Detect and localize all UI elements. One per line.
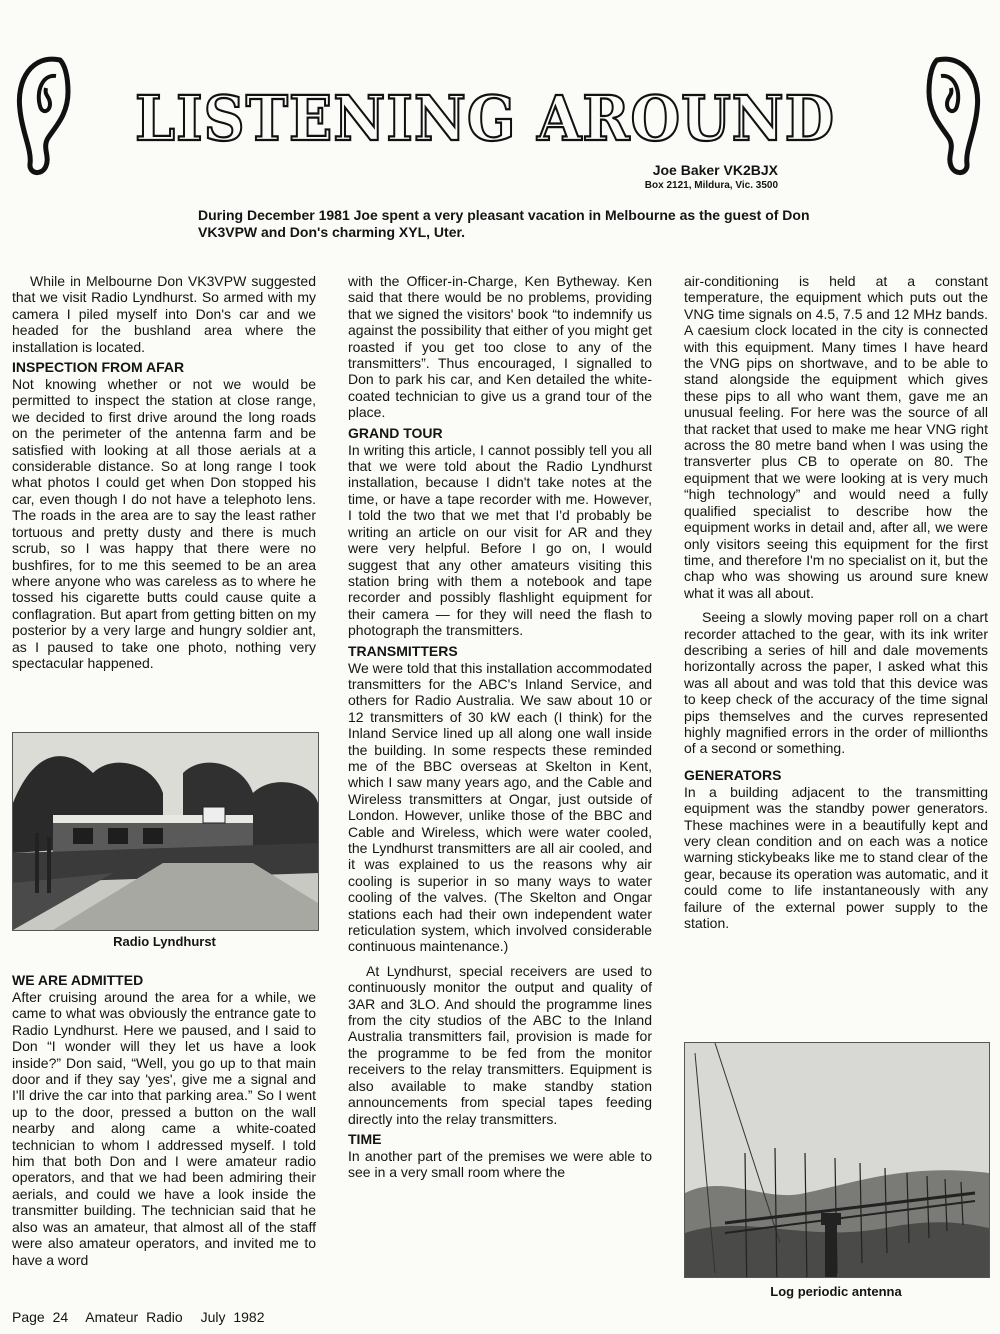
paragraph: In writing this article, I cannot possibly tell you all that we were told about the Radio Lyndhurst installation, because I didn't take notes at the time, or have a tape recorder with me. However, I told the two that we met that I'd probably be writing an article on our visit for AR and they were very helpful. Before I go on, I would suggest that any other amateurs visiting this station bring with them a notebook and tape recorder and possibly flashlight equipment for their camera — for they will need the flash to photograph the transmitters. bbox=[348, 441, 652, 639]
paragraph: At Lyndhurst, special receivers are used to continuously monitor the output and quality of 3AR and 3LO. And should the programme lines from the city studios of the ABC to the Inland Australia transmitters fail, provision is made for the programme to be fed from the monitor receivers to the relay transmitters. Equipment is also available to make standby station announcements from special tapes feeding directly into the relay transmitters. bbox=[348, 962, 652, 1127]
section-heading-grand-tour: GRAND TOUR bbox=[348, 424, 443, 441]
photo-caption-1: Radio Lyndhurst bbox=[113, 934, 216, 949]
photo-radio-lyndhurst bbox=[12, 732, 319, 931]
author-address: Box 2121, Mildura, Vic. 3500 bbox=[644, 180, 778, 191]
paragraph: Not knowing whether or not we would be permitted to inspect the station at close range, we decided to first drive around the long roads on the perimeter of the antenna farm and be satisfied with looking at all those aerials at a considerable distance. So at long range I took what photos I could get when Don stopped his car, even though I do not have a telephoto lens. The roads in the area are to say the least rather tortuous and pretty dusty and there is much scrub, so I was happy that there were no bushfires, for to me this seemed to be an area where anyone who was careless as to where he tossed his cigarette butts could cause quite a conflagration. But apart from getting bitten on my posterior by a very large and hungry soldier ant, as I paused to take one photo, nothing very spectacular happened. bbox=[12, 376, 316, 671]
page-number: Page 24 bbox=[12, 1309, 69, 1325]
paragraph: In a building adjacent to the transmitting equipment was the standby power generators. These machines were in a beautifully kept and very clean condition and on each was a notice warning stickybeaks like me to stand clear of the gear, because its operation was automatic, and it could come to life instantaneously with any failure of the external power supply to the station. bbox=[684, 783, 988, 932]
section-heading-time: TIME bbox=[348, 1130, 382, 1147]
paragraph: While in Melbourne Don VK3VPW suggested that we visit Radio Lyndhurst. So armed with my camera I piled myself into Don's car and we headed for the bushland area where the installation is located. bbox=[12, 273, 316, 355]
paragraph: with the Officer-in-Charge, Ken Bytheway. Ken said that there would be no problems, providing that we signed the visitors' book “to indemnify us against the possibility that either of you might get roasted if you get too close to any of the transmitters”. Thus encouraged, I signalled to Don to park his car, and Ken detailed the white-coated technician to give us a grand tour of the place. bbox=[348, 273, 652, 421]
photo-caption-2: Log periodic antenna bbox=[770, 1284, 902, 1299]
svg-text:LISTENING AROUND: LISTENING AROUND bbox=[135, 82, 835, 154]
author-block bbox=[520, 162, 778, 192]
ear-right-icon bbox=[923, 52, 985, 177]
author-name: Joe Baker VK2BJX bbox=[652, 162, 778, 178]
column-1-lower bbox=[12, 972, 316, 1268]
paragraph: We were told that this installation accommodated transmitters for the ABC's Inland Service, and others for Radio Australia. We saw about 10 or 12 transmitters of 30 kW each (I think) for the Inland Service lined up all along one wall inside the building. In some respects these reminded me of the BBC overseas at Skelton in Kent, which I saw many years ago, and the Cable and Wireless transmitters at Ongar, just outside of London. However, unlike those of the BBC and Cable and Wireless, which were water cooled, the Lyndhurst transmitters are all air cooled, and it was explained to us the reasons why air cooling is superior in so many ways to water cooling of the valves. (The Skelton and Ongar stations each had their own independent water reticulation system, which involved considerable continuous maintenance.) bbox=[348, 659, 653, 955]
paragraph: Seeing a slowly moving paper roll on a chart recorder attached to the gear, with its ink writer describing a series of hill and dale movements horizontally across the paper, I asked what this was all about and was told that this device was to keep check of the accuracy of the time signal pips themselves and the curves represented highly magnified errors in the order of millionths of a second or something. bbox=[684, 609, 988, 757]
article-title bbox=[130, 78, 840, 154]
paragraph: air-conditioning is held at a constant temperature, the equipment which puts out the VNG time signals on 4.5, 7.5 and 12 MHz bands. A caesium clock located in the city is connected with this equipment. Many times I have heard the VNG pips on shortwave, and to be able to stand alongside the equipment which gives these pips to all who want them, gave me an unusual feeling. For here was the source of all that racket that used to make me hear VNG right across the 80 metre band when I was using the transverter plus CB to operate on 80. The equipment that we were looking at is very much “high technology” and would need a fully qualified specialist to describe how the equipment works in detail and, after all, we were only visitors seeing this equipment for the first time, and therefore I'm no specialist on it, but the chap who was showing us around sure knew what it was all about. bbox=[684, 273, 988, 601]
column-2 bbox=[348, 273, 652, 1181]
photo-log-periodic-antenna bbox=[684, 1042, 990, 1278]
section-heading-generators: GENERATORS bbox=[684, 766, 782, 783]
paragraph: In another part of the premises we were able to see in a very small room where the bbox=[348, 1147, 652, 1181]
section-heading-transmitters: TRANSMITTERS bbox=[348, 642, 458, 659]
section-heading-admitted: WE ARE ADMITTED bbox=[12, 972, 144, 988]
page-footer bbox=[12, 1309, 275, 1325]
column-1 bbox=[12, 273, 316, 671]
paragraph: After cruising around the area for a while, we came to what was obviously the entrance gate to Radio Lyndhurst. Here we paused, and I said to Don “I wonder will they let us have a look inside?” Don said, “Well, you go up to that main door and if they say 'yes', give me a signal and I'll drive the car into that parking area.” So I went up to the door, pressed a button on the wall nearby and along came a white-coated technician to whom I addressed myself. I told him that both Don and I were amateur radio operators, and that we had been admiring their aerials, and could we have a look inside the transmitter building. The technician said that he also was an amateur, that almost all of the staff were also amateur operators, and invited me to have a word bbox=[12, 989, 316, 1268]
section-heading-inspection: INSPECTION FROM AFAR bbox=[12, 359, 185, 376]
ear-left-icon bbox=[12, 52, 74, 177]
issue-date: July 1982 bbox=[200, 1309, 265, 1325]
antenna-photo-illustration bbox=[685, 1043, 989, 1277]
intro-standfirst: During December 1981 Joe spent a very pleasant vacation in Melbourne as the guest of Don VK3VPW and Don's charming XYL, Uter. bbox=[198, 207, 810, 240]
column-3 bbox=[684, 273, 988, 931]
building-photo-illustration bbox=[13, 733, 318, 930]
magazine-name: Amateur Radio bbox=[85, 1309, 183, 1325]
